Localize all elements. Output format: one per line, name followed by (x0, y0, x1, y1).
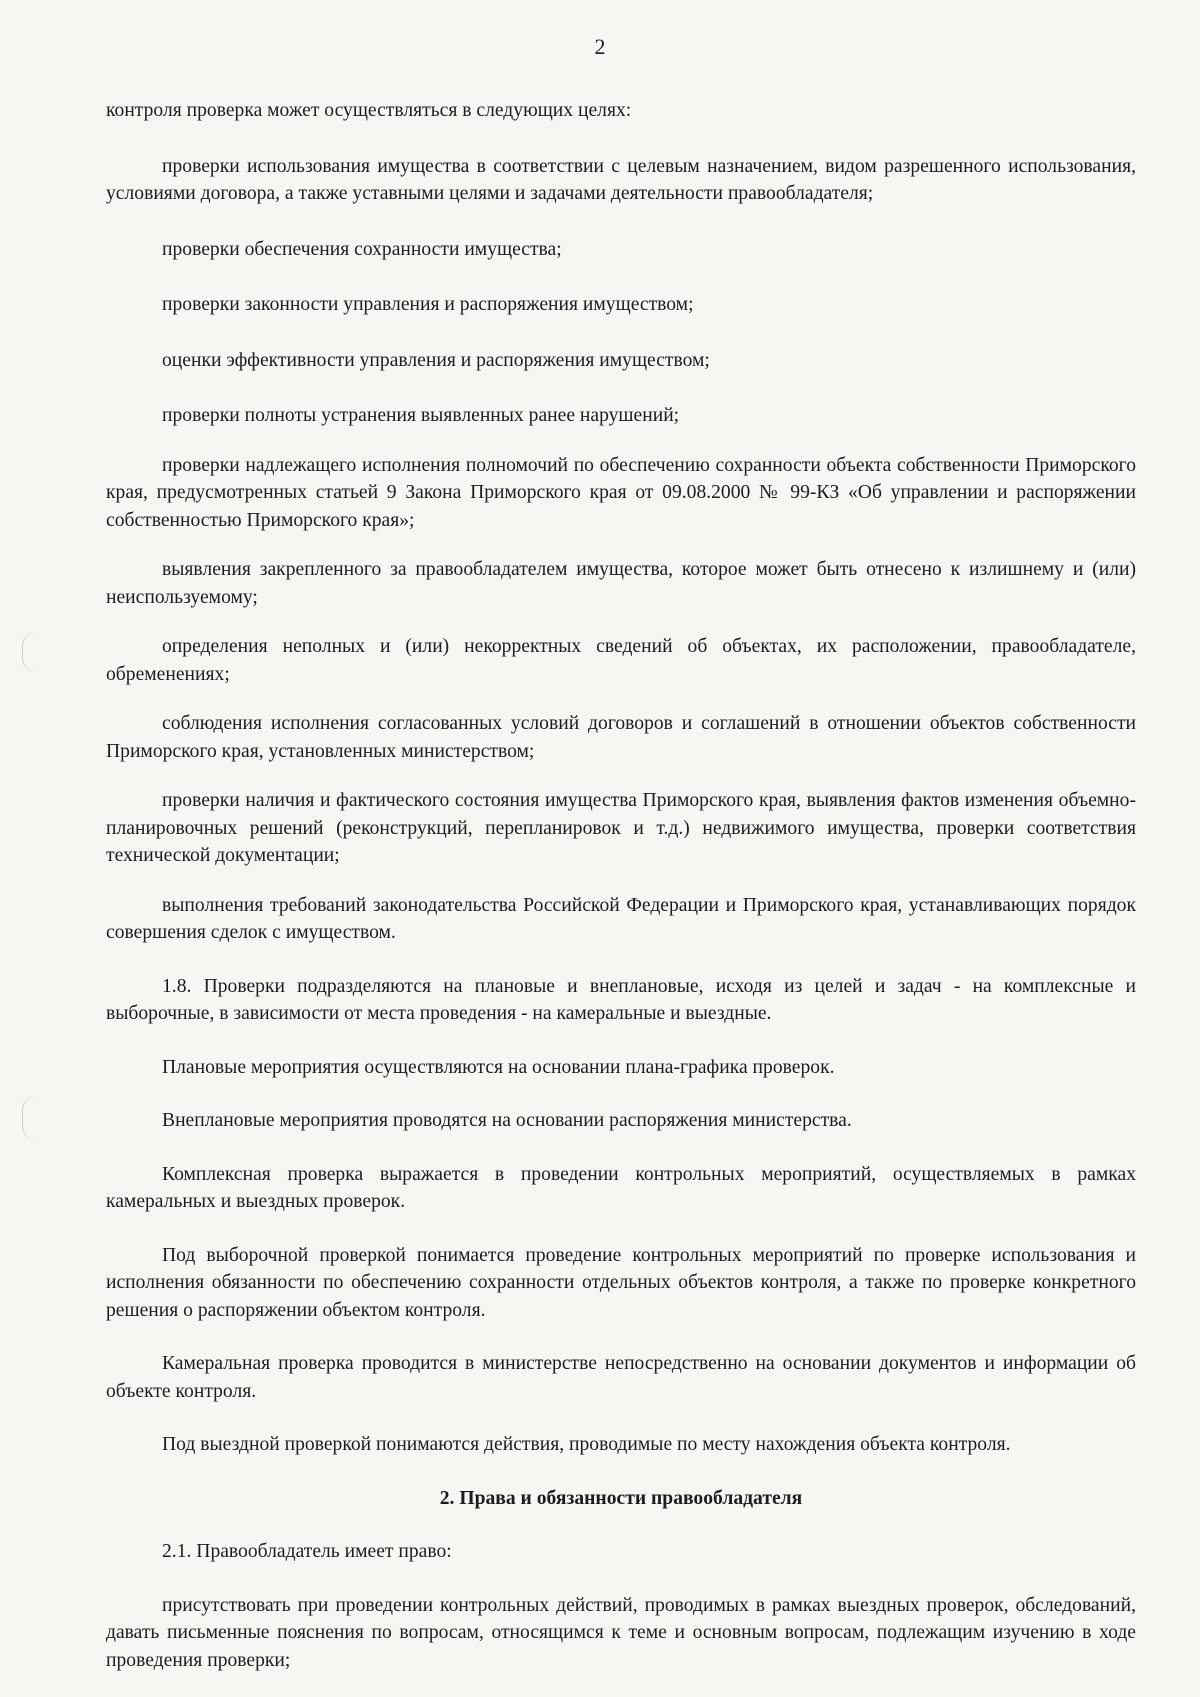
list-item-purpose: определения неполных и (или) некорректных сведений об объектах, их расположении, правообладателе, обременениях; (106, 636, 1136, 685)
document-body (106, 97, 1136, 1674)
list-item-purpose: проверки наличия и фактического состояния имущества Приморского края, выявления фактов изменения объемно-планировочных решений (реконструкций, перепланировок и т.д.) недвижимого имущества, проверки соответствия технической документации; (106, 790, 1136, 866)
paragraph: Плановые мероприятия осуществляются на основании плана-графика проверок. (162, 1056, 835, 1078)
list-item-purpose: проверки использования имущества в соответствии с целевым назначением, видом разрешенного использования, условиями договора, а также уставными целями и задачами деятельности правообладателя; (106, 155, 1136, 204)
paragraph: Под выборочной проверкой понимается проведение контрольных мероприятий по проверке использования и исполнения обязанности по обеспечению сохранности отдельных объектов контроля, а также по проверке конкретного решения о распоряжении объектом контроля. (106, 1244, 1136, 1321)
list-item-purpose: выполнения требований законодательства Российской Федерации и Приморского края, устанавливающих порядок совершения сделок с имуществом. (106, 894, 1136, 943)
paragraph: присутствовать при проведении контрольных действий, проводимых в рамках выездных проверок, обследований, давать письменные пояснения по вопросам, относящимся к теме и основным вопросам, подлежащим изучению в ходе проведения проверки; (106, 1594, 1136, 1671)
list-item-purpose: проверки надлежащего исполнения полномочий по обеспечению сохранности объекта собственности Приморского края, предусмотренных статьей 9 Закона Приморского края от 09.08.2000 № 99-КЗ «Об управлении и распоряжении собственностью Приморского края»; (106, 454, 1136, 531)
binding-hole-mark (22, 632, 37, 672)
clause-2-1: 2.1. Правообладатель имеет право: (162, 1541, 452, 1562)
list-item-purpose: проверки обеспечения сохранности имущества; (162, 238, 562, 260)
list-item-purpose: оценки эффективности управления и распоряжения имуществом; (162, 349, 710, 371)
list-item-purpose: соблюдения исполнения согласованных условий договоров и соглашений в отношении объектов собственности Приморского края, установленных министерством; (106, 713, 1136, 762)
list-item-purpose: проверки законности управления и распоряжения имуществом; (162, 294, 694, 315)
list-item-purpose: выявления закрепленного за правообладателем имущества, которое может быть отнесено к излишнему и (или) неиспользуемому; (106, 559, 1136, 608)
paragraph: Комплексная проверка выражается в проведении контрольных мероприятий, осуществляемых в рамках камеральных и выездных проверок. (106, 1163, 1136, 1212)
list-item-purpose: проверки полноты устранения выявленных ранее нарушений; (162, 405, 680, 426)
paragraph-continuation: контроля проверка может осуществляться в следующих целях: (106, 100, 632, 121)
paragraph: Камеральная проверка проводится в министерстве непосредственно на основании документов и информации об объекте контроля. (106, 1353, 1136, 1402)
paragraph: Внеплановые мероприятия проводятся на основании распоряжения министерства. (162, 1110, 852, 1131)
binding-hole-mark (22, 1096, 37, 1140)
paragraph: Под выездной проверкой понимаются действия, проводимые по месту нахождения объекта контроля. (162, 1434, 1011, 1455)
clause-1-8: 1.8. Проверки подразделяются на плановые и внеплановые, исходя из целей и задач - на комплексные и выборочные, в зависимости от места проведения - на камеральные и выездные. (106, 975, 1136, 1024)
section-heading: 2. Права и обязанности правообладателя (439, 1487, 803, 1509)
page-number: 2 (594, 34, 606, 59)
